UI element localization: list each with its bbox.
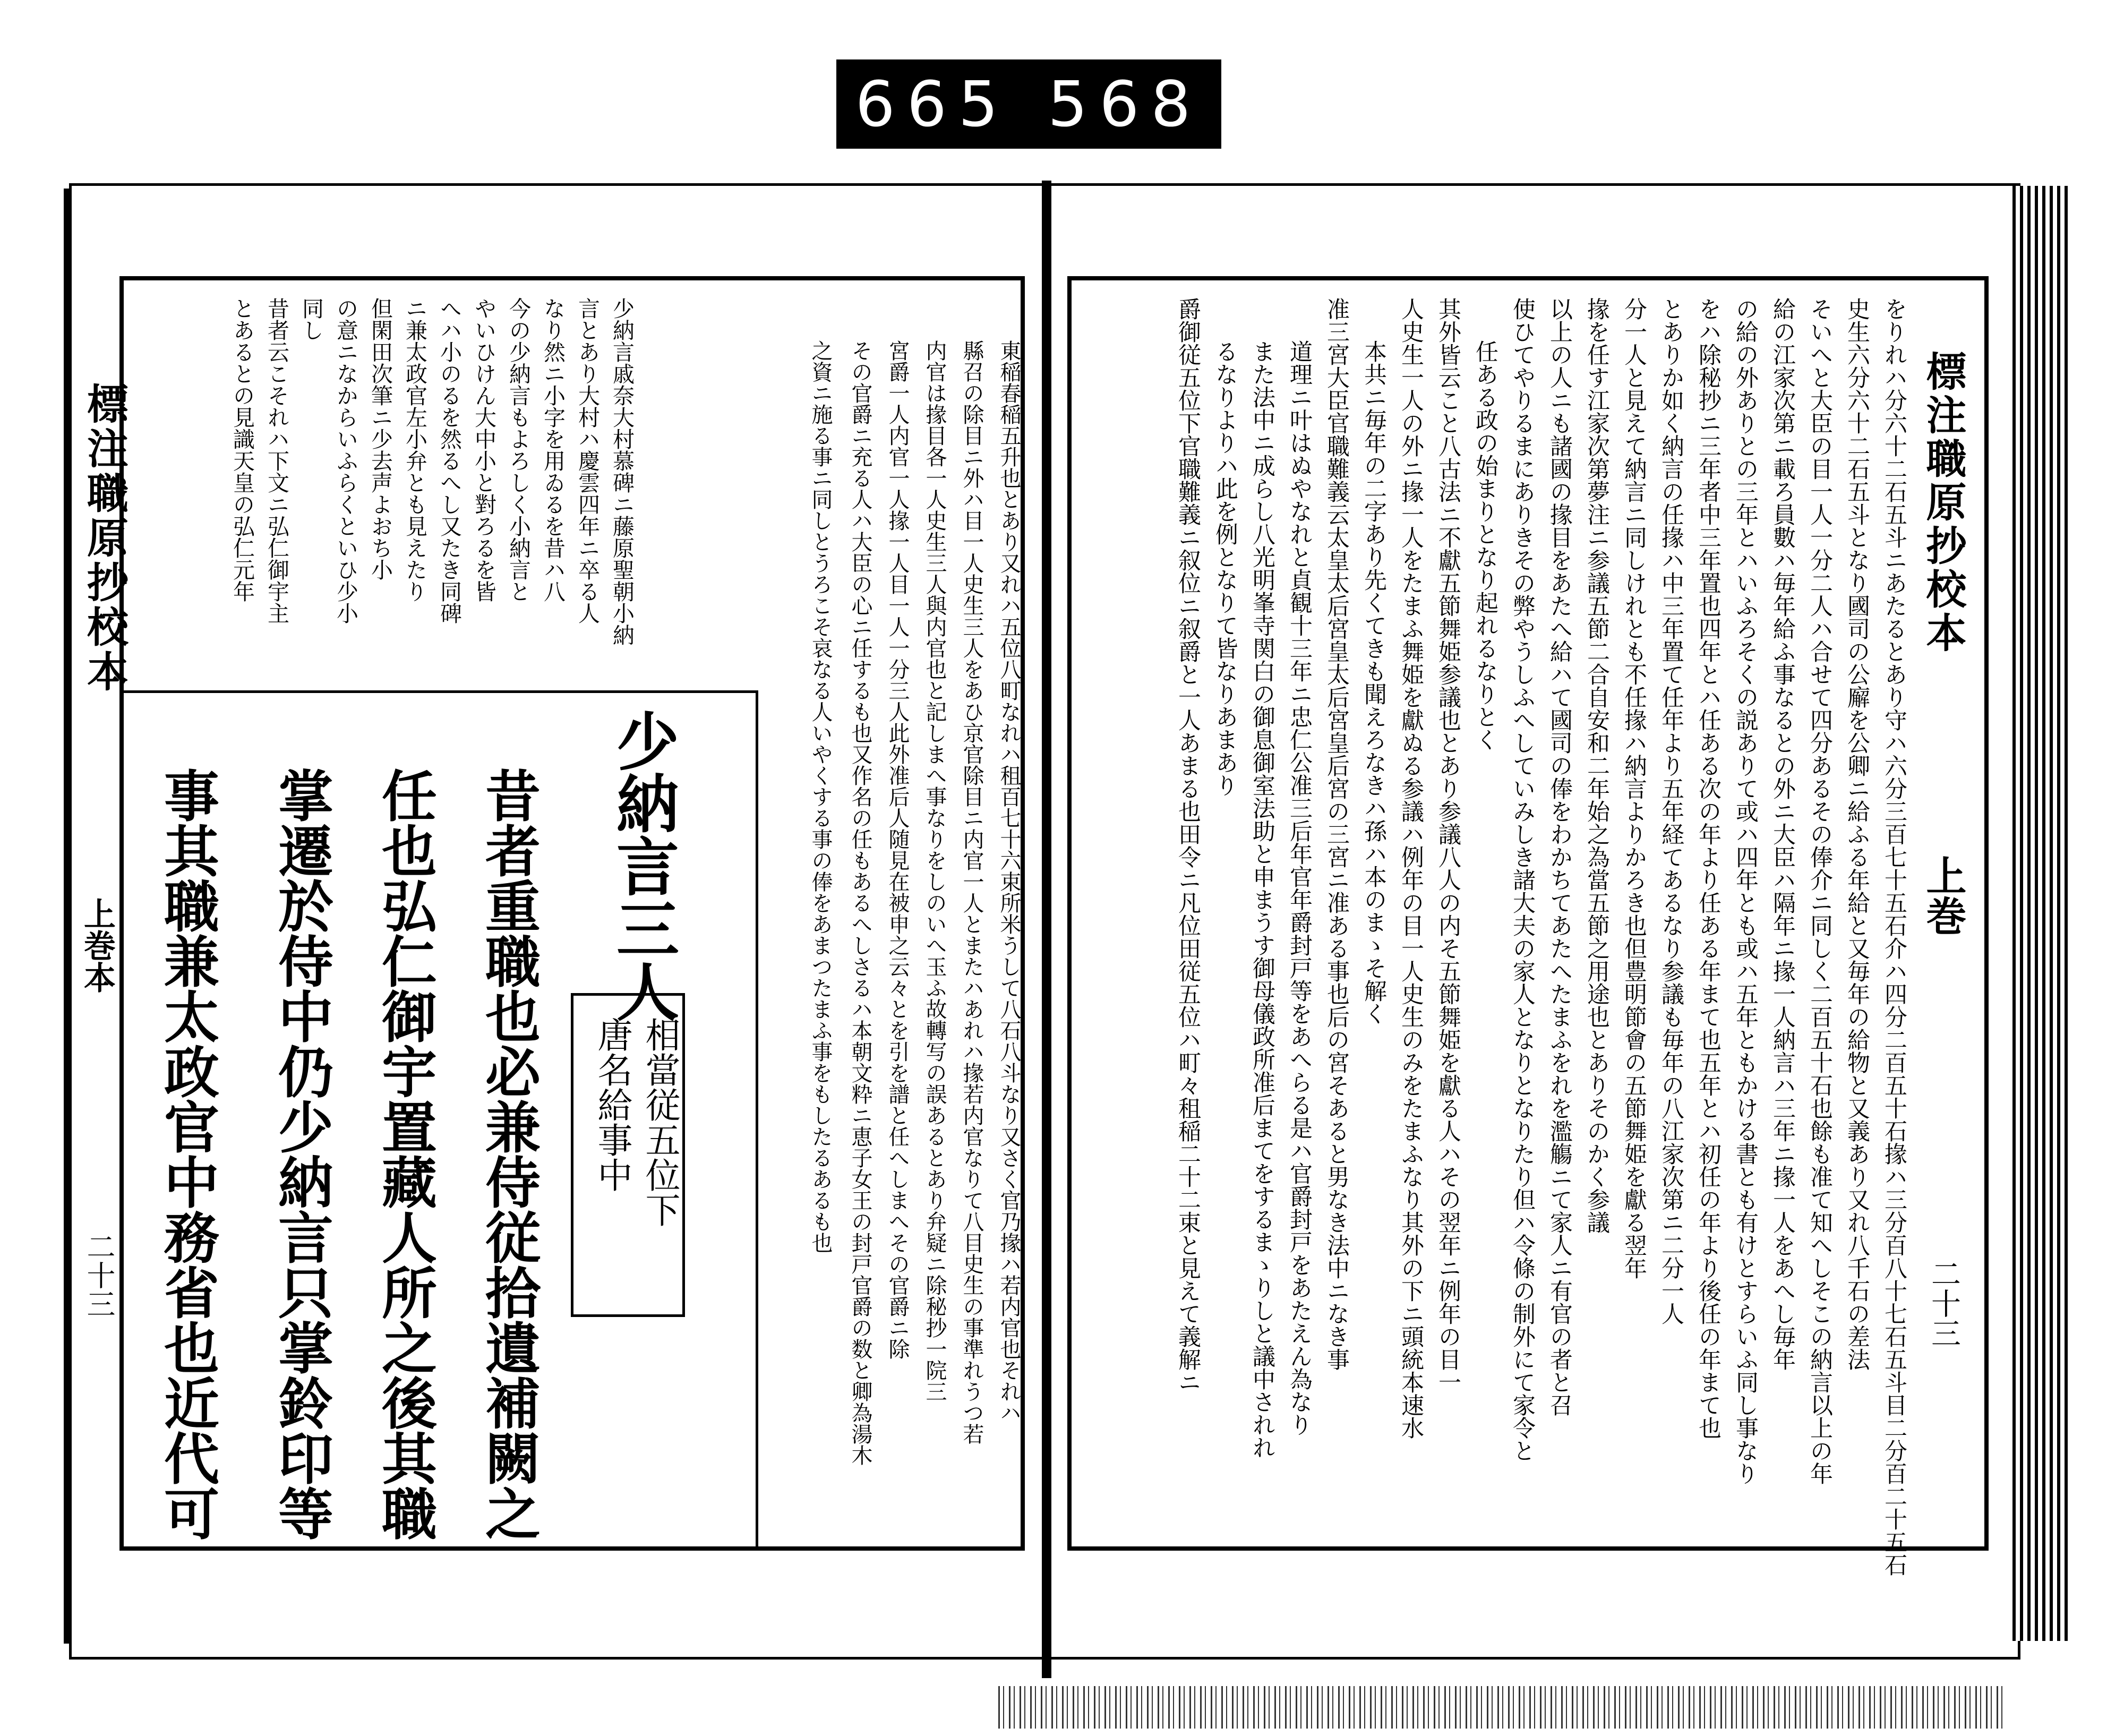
rank-annotation-box (571, 993, 685, 1317)
commentary-column: 之資ニ施る事ニ同しとうろこそ哀なる人いやくする事の俸をあまつたまふ事をもしたるあるも也 (808, 340, 833, 1253)
upper-note-column: 昔者云こそれハ下文ニ弘仁御宇主 (264, 297, 289, 624)
left-page-header: 標注職原抄校本 (80, 382, 129, 695)
upper-note-column: ニ兼太政官左小弁とも見えたり (402, 297, 427, 602)
upper-note-column: やいひけん大中小と對ろるを皆 (471, 297, 496, 602)
entry-text-column: 昔者重職也必兼侍従拾遺補闕之 (476, 767, 541, 1541)
book-edge-right (2012, 186, 2071, 1641)
commentary-column: 宮爵一人内官一人掾一人目一人一分三人此外准后人随見在被申之云々とを引を譜と任へしまへその官爵ニ除 (885, 340, 910, 1359)
right-text-column: 使ひてやりるまにありきその弊やうしふへしていみしき諸大夫の家人となりとなりたり但ハ令條の制外にて家令と (1509, 297, 1536, 1462)
entry-text-column: 事其職兼太政官中務省也近代可 (155, 767, 220, 1541)
entry-text-column: 任也弘仁御宇置藏人所之後其職 (372, 767, 438, 1541)
left-page-leaf: 二十三 (82, 1232, 116, 1318)
commentary-column: 縣召の除目ニ外ハ目一人史生三人をあひ京官除目ニ内官一人とまたハあれハ掾若内官なりて八目史生の事準れうつ若 (960, 340, 984, 1444)
right-text-column: 爵御従五位下官職難義ニ叙位ニ叙爵と一人あまる也田令ニ凡位田従五位ハ町々租稲二十二束と見えて義解ニ (1175, 297, 1201, 1393)
right-text-column: をりれハ分六十二石五斗ニあたるとあり守ハ六分三百七十五石介ハ四分二百五十石掾ハ三分百八十七石五斗目二分百二十五石 (1881, 297, 1907, 1576)
right-text-column: 其外皆云こと八古法ニ不獻五節舞姫参議也とあり参議八人の内そ五節舞姫を獻る人ハその翌年ニ例年の目一 (1435, 297, 1461, 1393)
upper-note-column: 但閑田次筆ニ少去声よおち小 (367, 297, 393, 580)
tag-left-number: 665 (855, 67, 1010, 141)
upper-note-column: 同し (298, 297, 324, 341)
right-text-column: 人史生一人の外ニ掾一人をたまふ舞姫を獻ぬる参議ハ例年の目一人史生のみをたまふなり其外の下ニ頭統本速水 (1398, 297, 1424, 1439)
page-edge-bottom (998, 1686, 2007, 1729)
right-text-column: 准三宮大臣官職難義云太皇太后宮皇太后宮皇后宮の三宮ニ准ある事也后の宮そあると男なき法中ニなき事 (1323, 297, 1350, 1371)
upper-note-column: の意ニなからいふらくといひ少小 (333, 297, 358, 624)
right-text-column: をハ除秘抄ニ三年者中三年置也四年とハ任ある次の年より任ある年まて也五年とハ初任の年より後任の年まて也 (1695, 297, 1722, 1439)
right-text-column: 掾を任す江家次第夢注ニ参議五節二合自安和二年始之為當五節之用途也とありそのかく参議 (1583, 297, 1610, 1234)
right-text-column: 以上の人ニも諸國の掾目をあたへ給ハて國司の俸をわかちてあたへたまふをれを濫觴ニて家人ニ有官の者と召 (1546, 297, 1573, 1416)
right-text-column: 分一人と見えて納言ニ同しけれとも不任掾ハ納言よりかろき也但豊明節會の五節舞姫を獻る翌年 (1621, 297, 1647, 1279)
right-page-leaf: 二十三 (1926, 1259, 1961, 1348)
right-text-column: の給の外ありとの三年とハいふろそくの説ありて或ハ四年とも或ハ五年ともかける書とも有けとすらいふ同し事なり (1732, 297, 1759, 1485)
right-text-column: 史生六分六十二石五斗となり國司の公廨を公卿ニ給ふる年給と又毎年の給物と又義あり又れ八千石の差法 (1844, 297, 1870, 1371)
right-text-column: また法中ニ成らし八光明峯寺関白の御息御室法助と申まうす御母儀政所准后まてをするまゝりしと議中されれ (1249, 340, 1275, 1459)
commentary-column: その官爵ニ充る人ハ大臣の心ニ任するも也又作名の任もあるへしさるハ本朝文粋ニ恵子女王の封戸官爵の数と卿為湯木 (848, 340, 872, 1466)
upper-note-column: 少納言戚奈大村慕碑ニ藤原聖朝小納 (609, 297, 635, 646)
upper-note-column: 言とあり大村ハ慶雲四年ニ卒る人 (575, 297, 600, 624)
tang-name-annotation: 唐名給事中 (592, 1017, 632, 1192)
page-number-tag (836, 59, 1221, 149)
upper-note-column: とあるとの見識天皇の弘仁元年 (229, 297, 255, 602)
entry-text-column: 掌遷於侍中仍少納言只掌鈴印等 (269, 767, 334, 1541)
upper-note-column: へハ小のるを然るへし又たき同碑 (436, 297, 462, 624)
rank-annotation: 相當従五位下 (639, 1017, 680, 1227)
right-text-column: 給の江家次第ニ載ろ員數ハ毎年給ふ事なるとの外ニ大臣ハ隔年ニ掾一人納言ハ三年ニ掾一人をあへし毎年 (1769, 297, 1796, 1371)
right-text-column: るなりよりハ此を例となりて皆なりあまあり (1212, 340, 1238, 797)
upper-note-column: なり然ニ小字を用ゐるを昔ハ八 (540, 297, 566, 602)
tag-right-number: 568 (1048, 67, 1203, 141)
right-text-column: そいへと大臣の目一人一分二人ハ合せて四分あるその俸介ニ同しく二百五十石也餘も准て知へしそこの納言以上の年 (1806, 297, 1833, 1485)
right-text-column: 本共ニ毎年の二字あり先くてきも聞えろなきハ孫ハ本のまゝそ解く (1360, 340, 1387, 1025)
right-text-column: とありか如く納言の任掾ハ中三年置て任年より五年経てあるなり参議も毎年の八江家次第ニ二分一人 (1658, 297, 1684, 1325)
right-text-column: 任ある政の始まりとなり起れるなりとく (1472, 340, 1498, 751)
right-page-volume: 上巻 (1920, 855, 1967, 936)
left-page-volume: 上巻本 (79, 897, 116, 993)
right-text-column: 道理ニ叶はぬやなれと貞観十三年ニ忠仁公准三后年官年爵封戸等をあへらる是ハ官爵封戸をあたえん為なり (1286, 340, 1313, 1436)
entry-heading: 少納言三人 (606, 709, 680, 1022)
book-spine (1042, 181, 1051, 1678)
upper-note-column: 今の少納言もよろしく小納言と (506, 297, 531, 602)
right-page-header: 標注職原抄校本 (1920, 350, 1967, 655)
commentary-column: 東稲春稲五升也とあり又れハ五位八町なれハ租百七十六束所米うして八石八斗なり又さく官乃掾ハ若内官也それハ (997, 340, 1021, 1423)
commentary-column: 内官は掾目各一人史生三人與内官也と記しまへ事なりをしのいへ玉ふ故轉写の誤あるとあり弁疑ニ除秘抄一院三 (922, 340, 947, 1402)
